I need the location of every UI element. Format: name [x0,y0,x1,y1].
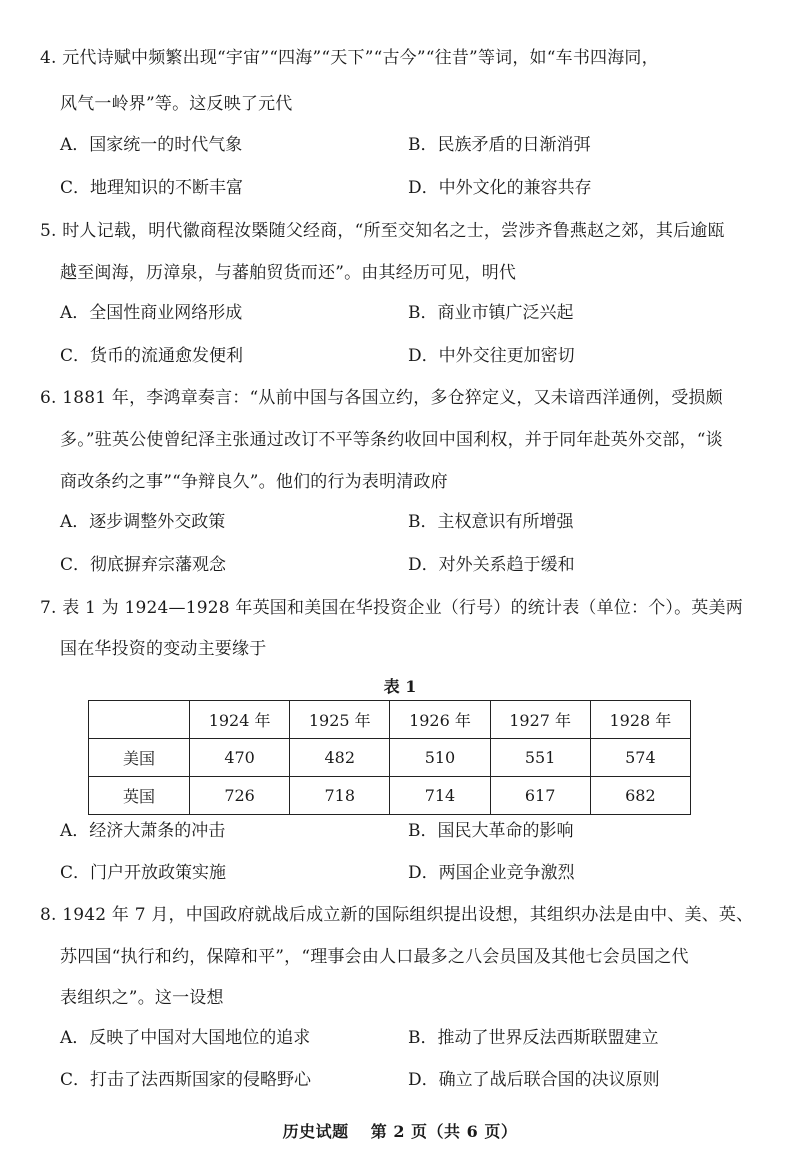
option-d: D．确立了战后联合国的决议原则 [408,1070,660,1090]
footer-subject: 历史试题 [282,1122,349,1141]
table-cell: 718 [290,777,390,815]
question-7-line-2: 国在华投资的变动主要缘于 [60,639,267,659]
option-c: C．地理知识的不断丰富 [60,178,244,198]
page-footer [0,1119,800,1142]
option-a: A．国家统一的时代气象 [60,135,243,155]
question-text: 元代诗赋中频繁出现“宇宙”“四海”“天下”“古今”“往昔”等词，如“车书四海同， [62,48,659,68]
question-number: 8. [40,905,57,925]
option-d: D．两国企业竞争激烈 [408,863,575,883]
option-d: D．中外文化的兼容共存 [408,178,592,198]
option-c: C．门户开放政策实施 [60,863,227,883]
option-b: B．商业市镇广泛兴起 [408,303,574,323]
question-5-line-1 [40,219,725,243]
table-cell: 714 [390,777,490,815]
table-header-cell: 1927 年 [490,701,590,739]
question-number: 6. [40,388,57,408]
table-row [89,739,691,777]
question-4-line-1 [40,46,659,70]
table-header-cell: 1928 年 [590,701,690,739]
question-8-line-1 [40,903,753,927]
table-cell: 574 [590,739,690,777]
option-c: C．货币的流通愈发便利 [60,346,244,366]
table-row-label: 英国 [89,777,190,815]
table-cell: 617 [490,777,590,815]
table-cell: 726 [190,777,290,815]
option-d: D．对外关系趋于缓和 [408,555,575,575]
option-c: C．彻底摒弃宗藩观念 [60,555,227,575]
table-row-label: 美国 [89,739,190,777]
option-b: B．主权意识有所增强 [408,512,574,532]
question-8-line-3: 表组织之”。这一设想 [60,988,224,1008]
table-cell: 510 [390,739,490,777]
question-number: 4. [40,48,57,68]
option-c: C．打击了法西斯国家的侵略野心 [60,1070,312,1090]
question-text: 1881 年，李鸿章奏言：“从前中国与各国立约，多仓猝定义，又未谙西洋通例，受损颇 [62,388,723,408]
table-cell: 482 [290,739,390,777]
question-text: 时人记载，明代徽商程汝槩随父经商，“所至交知名之士，尝涉齐鲁燕赵之郊，其后逾瓯 [62,221,725,241]
question-7-line-1 [40,596,743,620]
question-6-line-1 [40,386,723,410]
question-text: 表 1 为 1924—1928 年英国和美国在华投资企业（行号）的统计表（单位：个）。英美两 [62,598,743,618]
question-8-line-2: 苏四国“执行和约，保障和平”，“理事会由人口最多之八会员国及其他七会员国之代 [60,947,689,967]
table-row [89,777,691,815]
footer-page-number: 第 2 页（共 6 页） [370,1122,518,1141]
table-header-cell: 1925 年 [290,701,390,739]
question-6-line-3: 商改条约之事”“争辩良久”。他们的行为表明清政府 [60,472,448,492]
option-b: B．推动了世界反法西斯联盟建立 [408,1028,659,1048]
table-header-cell: 1926 年 [390,701,490,739]
table-header-row [89,701,691,739]
question-6-line-2: 多。”驻英公使曾纪泽主张通过改订不平等条约收回中国利权，并于同年赴英外交部，“谈 [60,430,723,450]
option-d: D．中外交往更加密切 [408,346,575,366]
option-a: A．经济大萧条的冲击 [60,821,226,841]
table-header-cell: 1924 年 [190,701,290,739]
question-5-line-2: 越至闽海，历漳泉，与蕃舶贸货而还”。由其经历可见，明代 [60,263,517,283]
table-cell: 470 [190,739,290,777]
investment-table [88,700,691,815]
option-b: B．民族矛盾的日渐消弭 [408,135,591,155]
option-a: A．反映了中国对大国地位的追求 [60,1028,311,1048]
table-corner-cell [89,701,190,739]
table-cell: 551 [490,739,590,777]
option-b: B．国民大革命的影响 [408,821,574,841]
question-4-line-2: 风气一岭界”等。这反映了元代 [60,94,293,114]
option-a: A．逐步调整外交政策 [60,512,226,532]
question-number: 7. [40,598,57,618]
question-text: 1942 年 7 月，中国政府就战后成立新的国际组织提出设想，其组织办法是由中、美、英、 [62,905,754,925]
question-number: 5. [40,221,57,241]
table-caption: 表 1 [383,677,417,696]
option-a: A．全国性商业网络形成 [60,303,243,323]
table-cell: 682 [590,777,690,815]
